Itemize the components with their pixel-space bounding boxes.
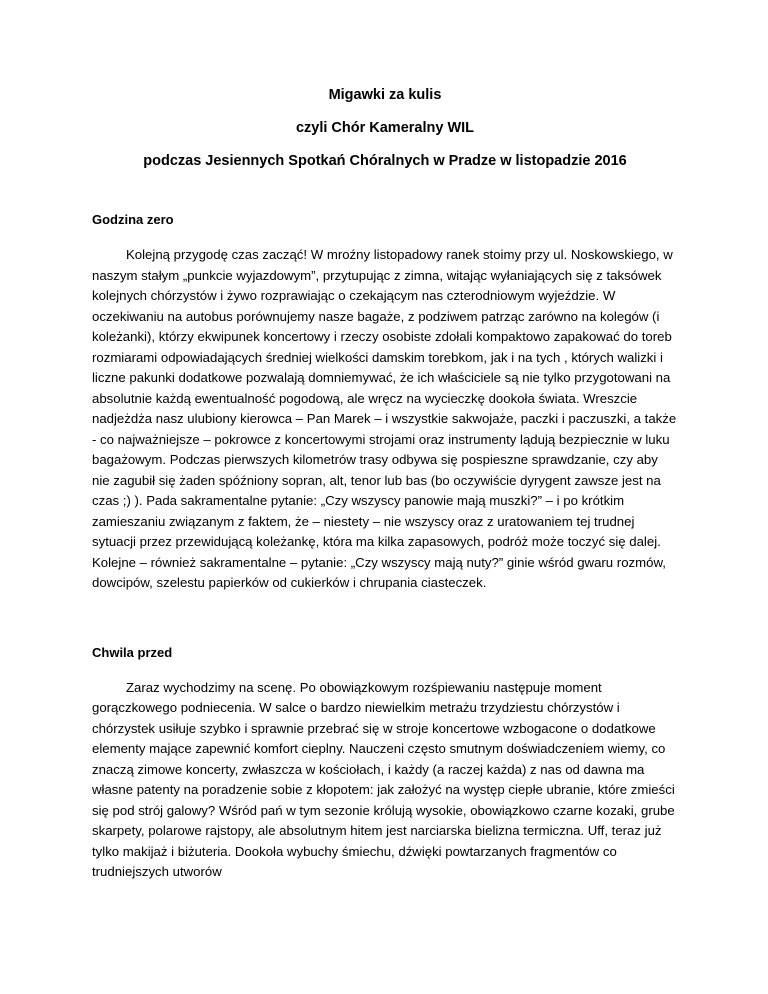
title-block xyxy=(92,85,678,171)
document-subtitle: czyli Chór Kameralny WIL xyxy=(295,120,475,136)
section-heading: Chwila przed xyxy=(92,644,173,660)
document-title: Migawki za kulis xyxy=(328,87,442,103)
section-heading: Godzina zero xyxy=(92,212,174,227)
document-subtitle-event: podczas Jesiennych Spotkań Chóralnych w Pradze w listopadzie 2016 xyxy=(143,153,627,169)
section-godzina-zero xyxy=(92,211,678,594)
section-body: Zaraz wychodzimy na scenę. Po obowiązkowym rozśpiewaniu następuje moment gorączkowego podniecenia. W salce o bardzo niewielkim metrażu trzydziestu chórzystów i chórzystek usiłuje szybko i sprawnie przebrać się w stroje koncertowe wzbogacone o dodatkowe elementy mające zapewnić komfort cieplny. Nauczeni często smutnym doświadczeniem wiemy, co znaczą zimowe koncerty, zwłaszcza w kościołach, i każdy (a raczej każda) z nas od dawna ma własne patenty na poradzenie sobie z kłopotem: jak założyć na występ ciepłe ubranie, które zmieści się pod strój galowy? Wśród pań w tym sezonie królują wysokie, obowiązkowo czarne kozaki, grube skarpety, polarowe rajstopy, ale absolutnym hitem jest narciarska bielizna termiczna. Uff, teraz już tylko makijaż i biżuteria. Dookoła wybuchy śmiechu, dźwięki powtarzanych fragmentów co trudniejszych utworów xyxy=(92,679,675,879)
section-chwila-przed xyxy=(92,644,678,883)
document-content xyxy=(92,85,678,883)
section-body: Kolejną przygodę czas zacząć! W mroźny listopadowy ranek stoimy przy ul. Noskowskiego, w naszym stałym „punkcie wyjazdowym”, przytupując z zimna, witając wyłaniających się z taksówek kolejnych chórzystów i żywo rozprawiając o czekającym nas czterodniowym wyjeździe. W oczekiwaniu na autobus porównujemy nasze bagaże, z podziwem patrząc zarówno na kolegów (i koleżanki), którzy ekwipunek koncertowy i rzeczy osobiste zdołali kompaktowo zapakować do toreb rozmiarami odpowiadających średniej wielkości damskim torebkom, jak i na tych , których walizki i liczne pakunki dodatkowe pozwalają domniemywać, że ich właściciele są nie tylko przygotowani na absolutnie każdą ewentualność pogodową, ale wręcz na wycieczkę dookoła świata. Wreszcie nadjeżdża nasz ulubiony kierowca – Pan Marek – i wszystkie sakwojaże, paczki i paczuszki, a także - co najważniejsze – pokrowce z koncertowymi strojami oraz instrumenty lądują bezpiecznie w luku bagażowym. Podczas pierwszych kilometrów trasy odbywa się pospieszne sprawdzanie, czy aby nie zagubił się żaden spóźniony sopran, alt, tenor lub bas (bo oczywiście dyrygent zawsze jest na czas ;) ). Pada sakramentalne pytanie: „Czy wszyscy panowie mają muszki?” – i po krótkim zamieszaniu związanym z faktem, że – niestety – nie wszyscy oraz z uratowaniem tej trudnej sytuacji przez przewidującą koleżankę, która ma kilka zapasowych, podróż może toczyć się dalej. Kolejne – również sakramentalne – pytanie: „Czy wszyscy mają nuty?” ginie wśród gwaru rozmów, dowcipów, szelestu papierków od cukierków i chrupania ciasteczek. xyxy=(92,247,677,590)
